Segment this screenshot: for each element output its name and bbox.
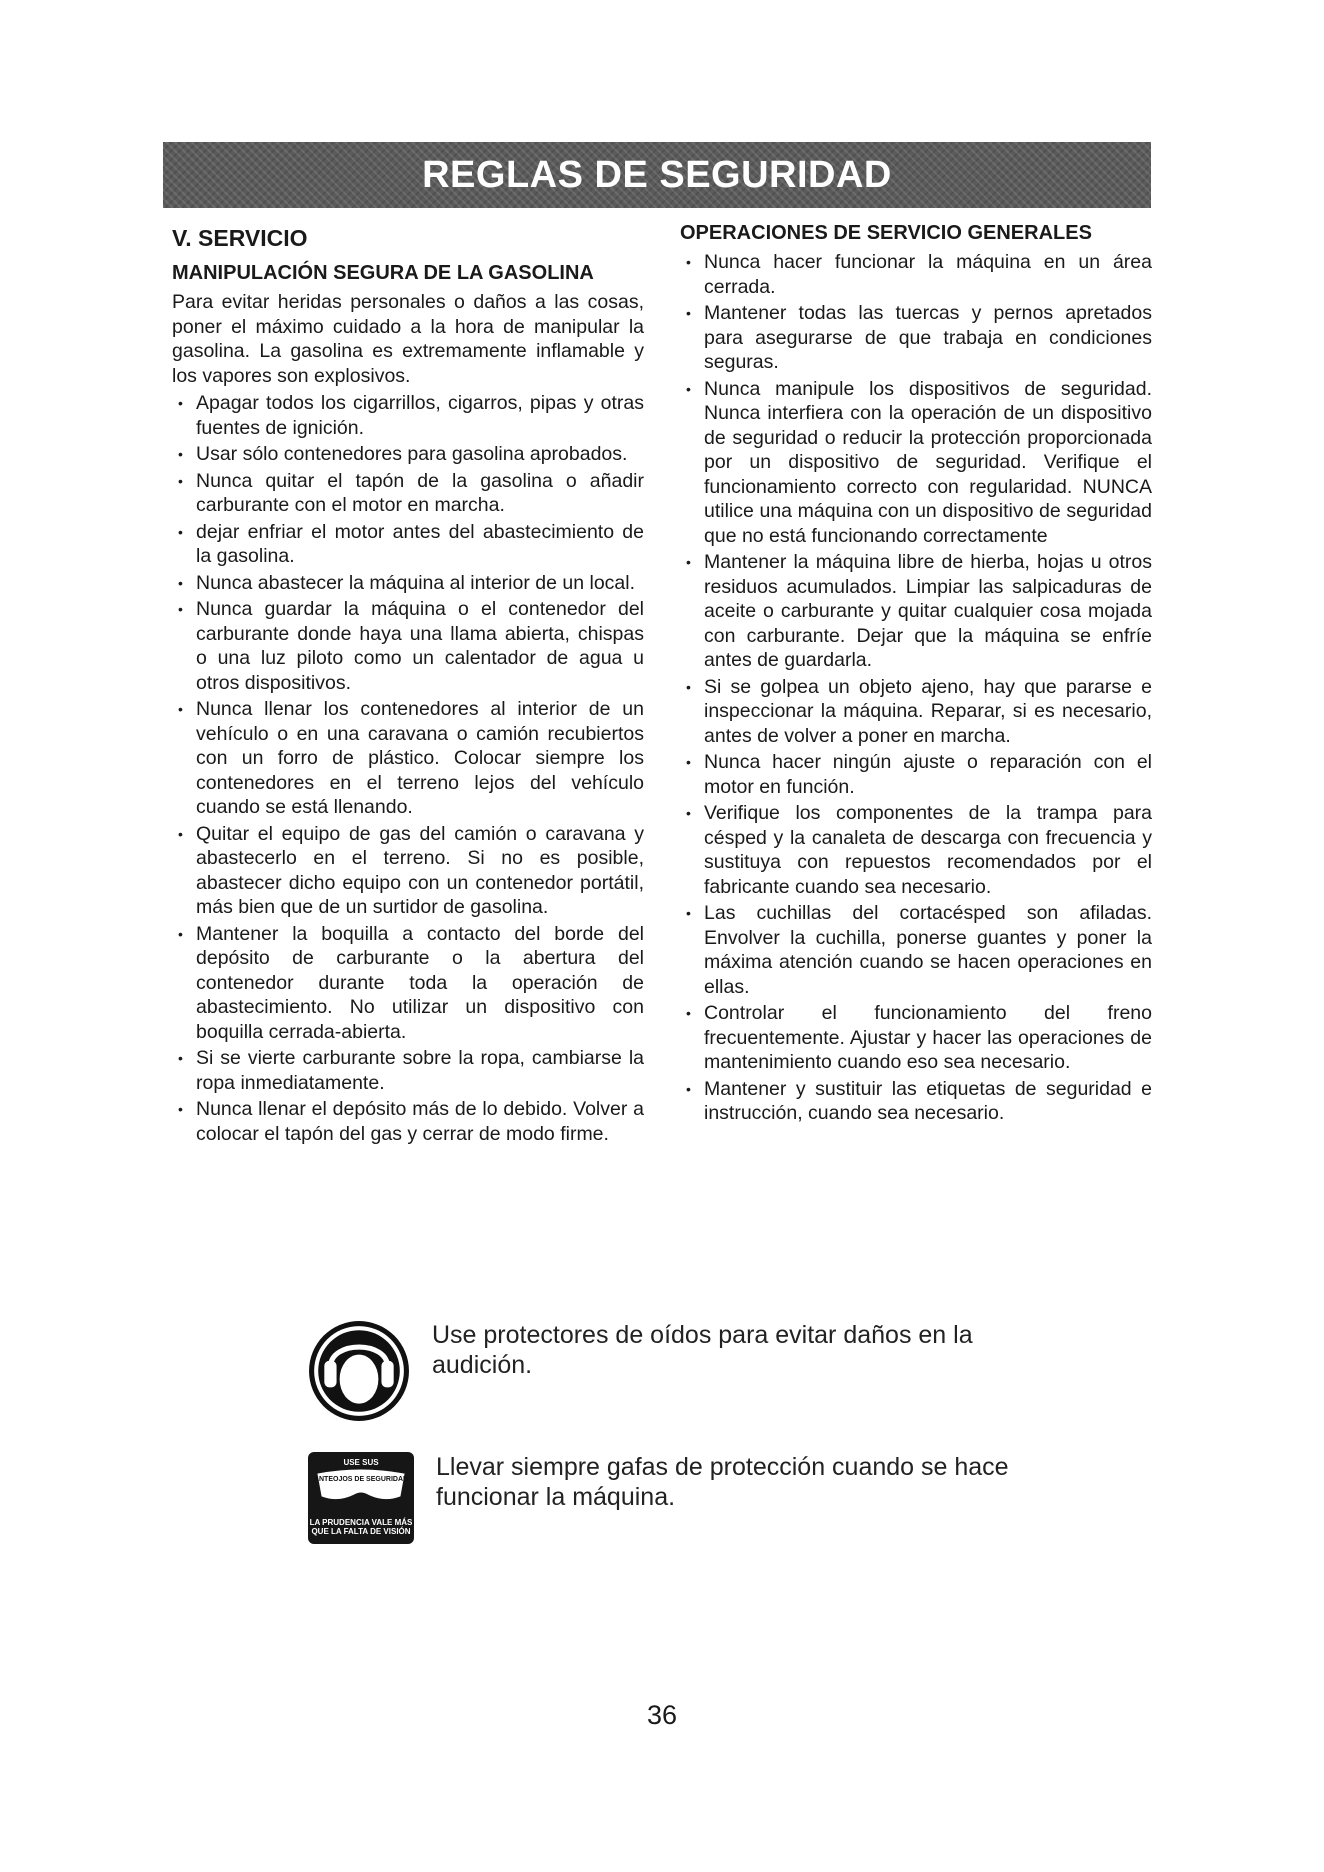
list-item: • Nunca llenar el depósito más de lo debido. Volver a colocar el tapón del gas y cerrar de modo firme. [172, 1097, 644, 1146]
list-item: • dejar enfriar el motor antes del abastecimiento de la gasolina. [172, 520, 644, 569]
fuel-handling-list [172, 391, 644, 1146]
list-item: • Mantener y sustituir las etiquetas de seguridad e instrucción, cuando sea necesario. [680, 1077, 1152, 1126]
left-column [172, 220, 644, 1148]
list-item: • Las cuchillas del cortacésped son afiladas. Envolver la cuchilla, ponerse guantes y poner la máxima atención cuando se hacen operaciones en ellas. [680, 901, 1152, 999]
list-item: • Usar sólo contenedores para gasolina aprobados. [172, 442, 644, 467]
list-item: • Apagar todos los cigarrillos, cigarros, pipas y otras fuentes de ignición. [172, 391, 644, 440]
banner-title: REGLAS DE SEGURIDAD [422, 153, 892, 196]
goggle-lens-shape [314, 1468, 408, 1502]
list-item: • Mantener todas las tuercas y pernos apretados para asegurarse de que trabaja en condiciones seguras. [680, 301, 1152, 375]
goggle-label-top: USE SUS [343, 1458, 379, 1467]
goggle-label-bottom: LA PRUDENCIA VALE MÁS QUE LA FALTA DE VISIÓN [309, 1518, 413, 1536]
list-item: • Nunca hacer funcionar la máquina en un área cerrada. [680, 250, 1152, 299]
list-item: • Mantener la máquina libre de hierba, hojas u otros residuos acumulados. Limpiar las salpicaduras de aceite o carburante y quitar cualquier cosa mojada con carburante. Dejar que la máquina se enfríe antes de guardarla. [680, 550, 1152, 673]
list-item: • Nunca llenar los contenedores al interior de un vehículo o en una caravana o camión recubiertos con un forro de plástico. Colocar siempre los contenedores en el terreno lejos del vehículo cuando se está llenando. [172, 697, 644, 820]
fuel-handling-heading: MANIPULACIÓN SEGURA DE LA GASOLINA [172, 262, 594, 284]
list-item: • Si se vierte carburante sobre la ropa, cambiarse la ropa inmediatamente. [172, 1046, 644, 1095]
section-banner [163, 142, 1151, 208]
list-item: • Mantener la boquilla a contacto del borde del depósito de carburante o la abertura del contenedor durante toda la operación de abastecimiento. No utilizar un dispositivo con boquilla cerrada-abierta. [172, 922, 644, 1045]
list-item: • Controlar el funcionamiento del freno frecuentemente. Ajustar y hacer las operaciones de mantenimiento cuando eso sea necesario. [680, 1001, 1152, 1075]
eye-protection-text: Llevar siempre gafas de protección cuando se hace funcionar la máquina. [436, 1453, 1009, 1511]
eye-protection-notice [308, 1452, 1068, 1544]
goggle-label-lens: ANTEOJOS DE SEGURIDAD [313, 1476, 409, 1483]
general-service-list [680, 250, 1152, 1126]
list-item: • Si se golpea un objeto ajeno, hay que pararse e inspeccionar la máquina. Reparar, si es necesario, antes de volver a poner en marcha. [680, 675, 1152, 749]
list-item: • Quitar el equipo de gas del camión o caravana y abastecerlo en el terreno. Si no es posible, abastecer dicho equipo con un contenedor portátil, más bien que de un surtidor de gasolina. [172, 822, 644, 920]
ear-protection-text: Use protectores de oídos para evitar daños en la audición. [432, 1321, 973, 1379]
safety-goggles-icon [308, 1452, 414, 1544]
page-number: 36 [646, 1700, 678, 1730]
list-item: • Verifique los componentes de la trampa para césped y la canaleta de descarga con frecuencia y sustituya con repuestos recomendados por el fabricante cuando sea necesario. [680, 801, 1152, 899]
general-service-heading: OPERACIONES DE SERVICIO GENERALES [680, 222, 1092, 244]
ear-protection-icon [308, 1320, 410, 1422]
list-item: • Nunca guardar la máquina o el contenedor del carburante donde haya una llama abierta, chispas o una luz piloto como un calentador de agua u otros dispositivos. [172, 597, 644, 695]
list-item: • Nunca quitar el tapón de la gasolina o añadir carburante con el motor en marcha. [172, 469, 644, 518]
section-title: V. SERVICIO [172, 225, 308, 251]
list-item: • Nunca abastecer la máquina al interior de un local. [172, 571, 644, 596]
list-item: • Nunca hacer ningún ajuste o reparación con el motor en función. [680, 750, 1152, 799]
list-item: • Nunca manipule los dispositivos de seguridad. Nunca interfiera con la operación de un dispositivo de seguridad o reducir la protección proporcionada por un dispositivo de seguridad. Verifique el funcionamiento correcto con regularidad. NUNCA utilice una máquina con un dispositivo de seguridad que no está funcionando correctamente [680, 377, 1152, 549]
right-column [680, 220, 1152, 1128]
ear-protection-notice [308, 1320, 1068, 1422]
fuel-handling-intro: Para evitar heridas personales o daños a las cosas, poner el máximo cuidado a la hora de manipular la gasolina. La gasolina es extremamente inflamable y los vapores son explosivos. [172, 291, 644, 387]
